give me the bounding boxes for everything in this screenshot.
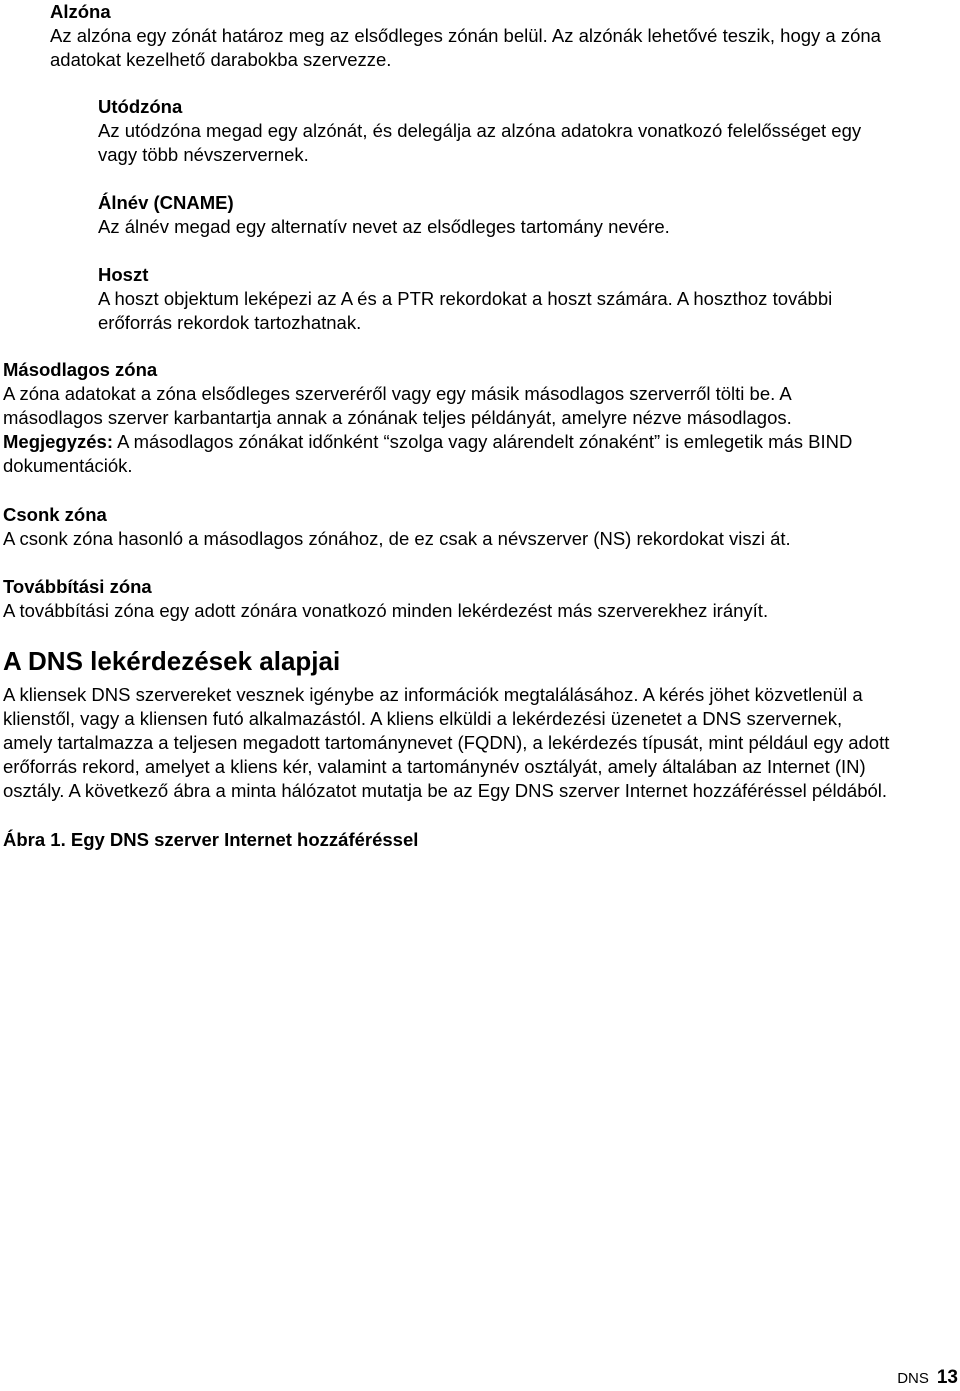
entry-alnev [98, 191, 943, 239]
entry-hoszt [98, 263, 943, 335]
section-paragraph: A kliensek DNS szervereket vesznek igénybe az információk megtalálásához. A kérés jöhet közvetlenül a klienstől, vagy a kliensen futó alkalmazástól. A kliens elküldi a lekérdezési üzenetet a DNS szervernek, amely tartalmazza a teljesen megadott tartománynevet (FQDN), a lekérdezés típusát, mint például egy adott erőforrás rekord, amelyet a kliens kér, valamint a tartománynév osztályát, amely általában az Internet (IN) osztály. A következő ábra a minta hálózatot mutatja be az Egy DNS szerver Internet hozzáféréssel példából. [3, 684, 890, 801]
def-utodzona: Az utódzóna megad egy alzónát, és delegálja az alzóna adatokra vonatkozó felelősséget egy vagy több névszervernek. [98, 120, 862, 165]
term-utodzona: Utódzóna [98, 96, 183, 117]
term-masodlagos: Másodlagos zóna [3, 359, 158, 380]
entry-masodlagos [3, 358, 958, 478]
term-csonk: Csonk zóna [3, 504, 107, 525]
def-alzona: Az alzóna egy zónát határoz meg az elsődleges zónán belül. Az alzónák lehetővé teszik, hogy a zóna adatokat kezelhető darabokba szervezze. [50, 25, 881, 70]
note-text: A másodlagos zónákat időnként “szolga vagy alárendelt zónaként” is emlegetik más BIND [113, 431, 853, 452]
def-alnev: Az álnév megad egy alternatív nevet az elsődleges tartomány nevére. [98, 216, 670, 237]
footer-label: DNS [897, 1370, 929, 1387]
def-masodlagos: A zóna adatokat a zóna elsődleges szerveréről vagy egy másik másodlagos szerverről tölti be. A másodlagos szerver karbantartja annak a zónának teljes példányát, amelyre nézve másodlagos. Megjegyzés: A másodlagos zónákat időnként “szolga vagy alárendelt zónaként” is emlegetik más BIND dokumentációk. [3, 383, 853, 476]
page-footer [897, 1366, 960, 1386]
entry-utodzona [98, 95, 943, 167]
term-alnev: Álnév (CNAME) [98, 192, 234, 213]
term-alzona: Alzóna [50, 1, 111, 22]
page-number: 13 [936, 1367, 958, 1388]
entry-alzona [50, 0, 950, 72]
entry-csonk [3, 503, 958, 551]
note-label: Megjegyzés: [3, 431, 114, 452]
figure-caption: Ábra 1. Egy DNS szerver Internet hozzáféréssel [3, 829, 419, 850]
def-tovabbitasi: A továbbítási zóna egy adott zónára vonatkozó minden lekérdezést más szerverekhez irányít. [3, 600, 769, 621]
def-hoszt: A hoszt objektum leképezi az A és a PTR rekordokat a hoszt számára. A hoszthoz további erőforrás rekordok tartozhatnak. [98, 288, 833, 333]
entry-tovabbitasi [3, 575, 958, 623]
section-heading: A DNS lekérdezések alapjai [3, 646, 341, 676]
term-tovabbitasi: Továbbítási zóna [3, 576, 152, 597]
def-csonk: A csonk zóna hasonló a másodlagos zónához, de ez csak a névszerver (NS) rekordokat viszi át. [3, 528, 791, 549]
term-hoszt: Hoszt [98, 264, 149, 285]
